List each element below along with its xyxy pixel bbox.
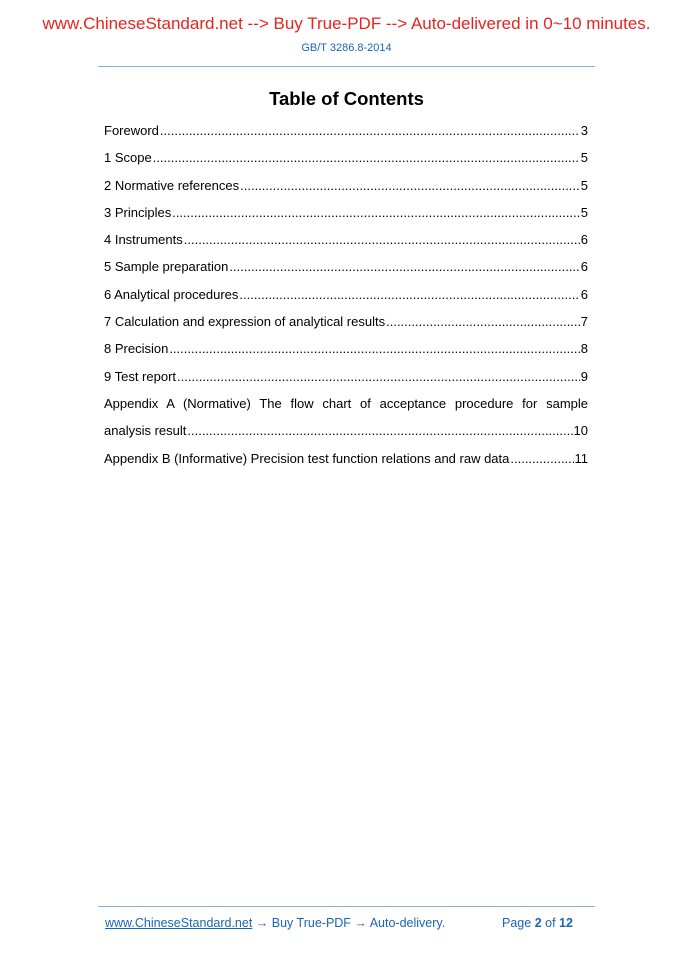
total-pages-number: 12 [559,916,573,930]
toc-leader-dots [229,253,579,280]
toc-entry-label: 9 Test report [104,368,177,384]
toc-entry-label: 4 Instruments [104,232,183,248]
toc-entry-scope[interactable] [104,144,588,171]
toc-leader-dots [240,172,580,199]
toc-entry-label: 3 Principles [104,204,172,220]
toc-entry-page: 9 [580,368,588,384]
toc-leader-dots [510,445,573,472]
toc-entry-label: 6 Analytical procedures [104,286,239,302]
toc-entry-analytical-procedures[interactable] [104,281,588,308]
footer-promo-text: → Buy True-PDF → Auto-delivery. [252,916,446,930]
toc-entry-page: 6 [580,259,588,275]
footer-divider [98,906,595,907]
toc-entry-label: 8 Precision [104,341,169,357]
toc-entry-page: 5 [580,150,588,166]
toc-entry-label: Foreword [104,123,159,138]
toc-entry-label: 2 Normative references [104,177,240,193]
footer-site-link[interactable]: www.ChineseStandard.net [105,916,253,930]
page-indicator [502,916,573,930]
toc-entry-page: 11 [574,450,588,466]
toc-leader-dots [177,363,580,390]
toc-entry-label: 1 Scope [104,150,152,166]
toc-entry-page: 5 [580,177,588,193]
header-divider [98,66,595,67]
toc-entry-appendix-b[interactable] [104,445,588,472]
toc-entry-page: 8 [580,341,588,357]
toc-leader-dots [239,281,579,308]
top-banner-link[interactable]: www.ChineseStandard.net --> Buy True-PDF --> Auto-delivered in 0~10 minutes. [42,14,651,33]
toc-leader-dots [172,199,580,226]
toc-title: Table of Contents [269,88,424,109]
document-code: GB/T 3286.8-2014 [301,42,392,54]
toc-entry-appendix-a[interactable] [104,390,588,445]
footer-promo [105,916,445,930]
toc-entry-page: 6 [580,286,588,302]
toc-entry-page: 7 [580,314,588,330]
toc-leader-dots [160,117,580,144]
toc-entry-foreword[interactable] [104,117,588,144]
toc-entry-label-line1: Appendix A (Normative) The flow chart of acceptance procedure for sample [104,395,588,411]
toc-entry-label: 5 Sample preparation [104,259,229,275]
of-word: of [545,916,556,930]
toc-entry-page: 3 [580,123,588,138]
toc-entry-page: 10 [573,423,588,439]
toc-leader-dots [184,226,580,253]
page-word: Page [502,916,532,930]
toc-entry-sample-preparation[interactable] [104,253,588,280]
toc-entry-instruments[interactable] [104,226,588,253]
toc-leader-dots [386,308,580,335]
toc-entry-calculation[interactable] [104,308,588,335]
current-page-number: 2 [534,916,542,930]
toc-entry-precision[interactable] [104,335,588,362]
toc-entry-label-line2-row [104,417,588,444]
toc-entry-page: 5 [580,204,588,220]
toc-entry-label: 7 Calculation and expression of analytical results [104,314,386,330]
toc-entry-page: 6 [580,232,588,248]
toc-entry-label: analysis result [104,423,187,439]
toc-leader-dots [153,144,580,171]
toc-entry-test-report[interactable] [104,363,588,390]
toc-leader-dots [169,335,579,362]
table-of-contents [104,117,588,472]
toc-entry-label: Appendix B (Informative) Precision test function relations and raw data [104,450,510,466]
toc-entry-principles[interactable] [104,199,588,226]
toc-leader-dots [187,417,572,444]
toc-entry-normative-references[interactable] [104,172,588,199]
